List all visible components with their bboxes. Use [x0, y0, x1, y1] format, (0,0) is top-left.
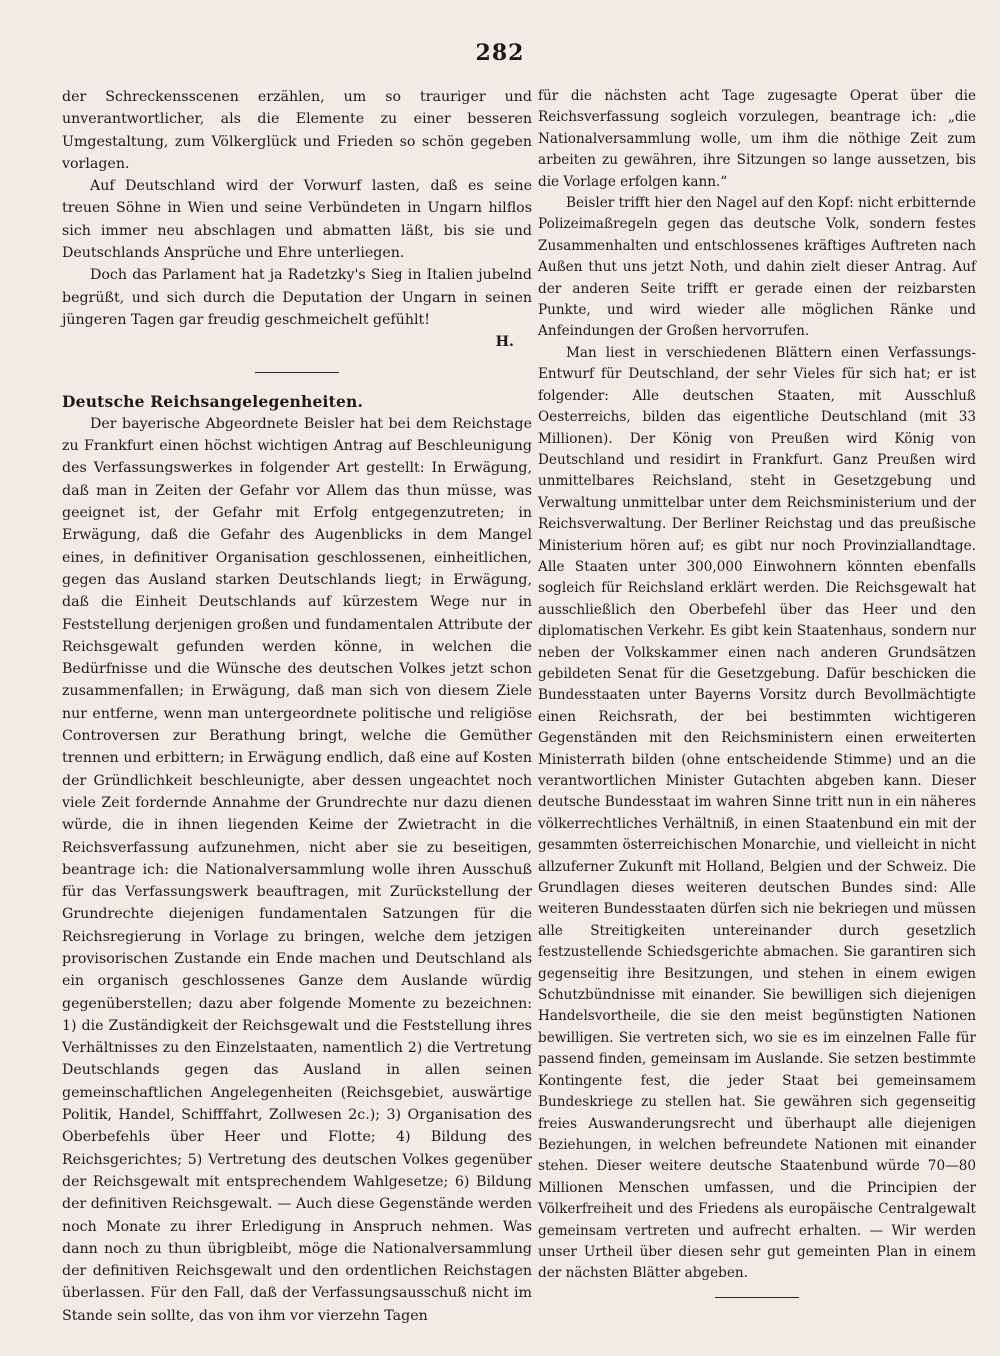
article-paragraph: Doch das Parlament hat ja Radetzky's Sieg in Italien jubelnd begrüßt, und sich durch die Deputation der Ungarn in seinen jüngeren Tagen gar freudig geschmeichelt gefühlt!: [62, 267, 532, 328]
article-paragraph: Man liest in verschiedenen Blättern einen Verfassungs-Entwurf für Deutschland, der sehr Vieles für sich hat; er ist folgender: Alle deutschen Staaten, mit Ausschluß Oesterreichs, bilden das eigentliche Deutschland (mit 33 Millionen). Der König von Preußen wird König von Deutschland und residirt in Frankfurt. Ganz Preußen wird unmittelbares Reichsland, steht in Gesetzgebung und Verwaltung unmittelbar unter dem Reichsministerium und der Reichsverwaltung. Der Berliner Reichstag und das preußische Ministerium hören auf; es gibt nur noch Provinziallandtage. Alle Staaten unter 300,000 Einwohnern könnten ebenfalls sogleich für Reichsland erklärt werden. Die Reichsgewalt hat ausschließlich den Oberbefehl über das Heer und den diplomatischen Verkehr. Es gibt kein Staatenhaus, sondern nur neben der Volkskammer einen nach anderen Grundsätzen gebildeten Senat für die Gesetzgebung. Dafür beschicken die Bundesstaaten unter Bayerns Vorsitz durch Bevollmächtigte einen Reichsrath, der bei bestimmten wichtigeren Gegenständen mit den Reichsministern einen erweiterten Ministerrath bilden (ohne entscheidende Stimme) und an die verantwortlichen Minister Gutachten abgeben kann. Dieser deutsche Bundesstaat im wahren Sinne tritt nun in ein näheres völkerrechtliches Verhältniß, in einen Staatenbund ein mit der gesammten österreichischen Monarchie, und vielleicht in nicht allzuferner Zukunft mit Holland, Belgien und der Schweiz. Die Grundlagen dieses weiteren deutschen Bundes sind: Alle weiteren Bundesstaaten dürfen sich nie bekriegen und müssen alle Streitigkeiten untereinander durch gesetzlich festzustellende Schiedsgerichte abmachen. Sie garantiren sich gegenseitig ihre Besitzungen, und stehen in einem ewigen Schutzbündnisse mit einander. Sie bewilligen sich diejenigen Handelsvortheile, die sie den meist begünstigten Nationen bewilligen. Sie vertreten sich, wo sie es im einzelnen Falle für passend finden, gemeinsam im Auslande. Sie setzen bestimmte Kontingente fest, die jeder Staat bei gemeinsamem Bundeskriege zu stellen hat. Sie gewähren sich gegenseitig freies Auswanderungsrecht und überhaupt alle diejenigen Beziehungen, in welchen befreundete Nationen mit einander stehen. Dieser weitere deutsche Staatenbund würde 70—80 Millionen Menschen umfassen, und die Principien der Völkerfreiheit und des Friedens als europäische Centralgewalt gemeinsam vertreten und aufrecht erhalten. — Wir werden unser Urtheil über diesen sehr gut gemeinten Plan in einem der nächsten Blätter abgeben.: [538, 344, 976, 1282]
right-column: [538, 86, 976, 1316]
author-signature: H.: [495, 334, 514, 351]
section-heading: Deutsche Reichsangelegenheiten.: [62, 391, 364, 411]
section-divider: [255, 372, 339, 373]
end-divider: [715, 1297, 799, 1298]
article-paragraph: Auf Deutschland wird der Vorwurf lasten, daß es seine treuen Söhne in Wien und seine Verbündeten in Ungarn hilflos sich immer neu abschlagen und abmatten läßt, bis sie und Deutschlands Ansprüche und Ehre unterliegen.: [62, 178, 532, 262]
article-paragraph: Beisler trifft hier den Nagel auf den Kopf: nicht erbitternde Polizeimaßregeln gegen das deutsche Volk, sondern festes Zusammenhalten und entschlossenes kräftiges Auftreten nach Außen thut uns jetzt Noth, und dahin zielt dieser Antrag. Auf der anderen Seite trifft er gerade einen der reizbarsten Punkte, und wird wieder alle möglichen Ränke und Anfeindungen der Großen hervorrufen.: [538, 195, 976, 340]
article-paragraph: der Schreckensscenen erzählen, um so trauriger und unverantwortlicher, als die Elemente zu einer besseren Umgestaltung, zum Völkerglück und Frieden so schön gegeben vorlagen.: [62, 89, 532, 172]
article-paragraph: Der bayerische Abgeordnete Beisler hat bei dem Reichstage zu Frankfurt einen höchst wichtigen Antrag auf Beschleunigung des Verfassungswerkes in folgender Art gestellt: In Erwägung, daß man in Zeiten der Gefahr vor Allem das thun müsse, was geeignet ist, der Gefahr mit Erfolg entgegenzutreten; in Erwägung, daß die Gefahr des Augenblicks in dem Mangel eines, in definitiver Organisation geschlossenen, einheitlichen, gegen das Ausland starken Deutschlands liegt; in Erwägung, daß die Einheit Deutschlands auf kürzestem Wege nur in Feststellung derjenigen großen und fundamentalen Attribute der Reichsgewalt gefunden werden könne, in welchen die Bedürfnisse und die Wünsche des deutschen Volkes jetzt schon zusammenfallen; in Erwägung, daß man sich von diesem Ziele nur entferne, wenn man untergeordnete politische und religiöse Controversen zur Berathung bringt, welche die Gemüther trennen und erbittern; in Erwägung endlich, daß eine auf Kosten der Gründlichkeit beschleunigte, aber dessen ungeachtet noch viele Zeit fordernde Annahme der Grundrechte nur dazu dienen würde, die in ihnen liegenden Keime der Zwietracht in die Reichsverfassung aufzunehmen, nicht aber sie zu beseitigen, beantrage ich: die Nationalversammlung wolle ihren Ausschuß für das Verfassungswerk beauftragen, mit Zurückstellung der Grundrechte diejenigen fundamentalen Satzungen für die Reichsregierung in Vorlage zu bringen, welche dem jetzigen provisorischen Zustande ein Ende machen und Deutschland als ein organisch geschlossenes Ganze dem Auslande würdig gegenüberstellen; dazu aber folgende Momente zu bezeichnen: 1) die Zuständigkeit der Reichsgewalt und die Feststellung ihres Verhältnisses zu den Einzelstaaten, namentlich 2) die Vertretung Deutschlands gegen das Ausland in allen seinen gemeinschaftlichen Angelegenheiten (Reichsgebiet, auswärtige Politik, Handel, Schifffahrt, Zollwesen 2c.); 3) Organisation des Oberbefehls über Heer und Flotte; 4) Bildung des Reichsgerichtes; 5) Vertretung des deutschen Volkes gegenüber der Reichsgewalt mit entsprechendem Wahlgesetze; 6) Bildung der definitiven Reichsgewalt. — Auch diese Gegenstände werden noch Monate zu ihrer Erledigung in Anspruch nehmen. Was dann noch zu thun übrigbleibt, möge die Nationalversammlung der definitiven Reichsgewalt und den ordentlichen Reichstagen überlassen. Für den Fall, daß der Verfassungsausschuß nicht im Stande sein sollte, das von ihm vor vierzehn Tagen: [62, 415, 532, 1324]
page-number: 282: [475, 40, 525, 66]
article-paragraph: für die nächsten acht Tage zugesagte Operat über die Reichsverfassung sogleich vorzulegen, beantrage ich: „die Nationalversammlung wolle, um ihm die nöthige Zeit zum arbeiten zu gewähren, ihre Sitzungen so lange aussetzen, bis die Vorlage erfolgen kann.“: [538, 88, 976, 190]
left-column: [62, 86, 532, 1327]
